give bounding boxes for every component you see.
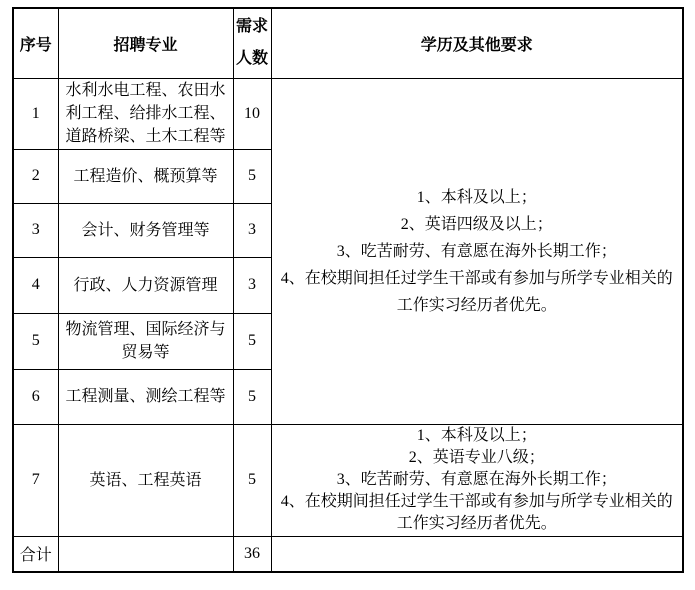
recruitment-table [12, 7, 684, 573]
header-count-line2: 人数 [235, 50, 268, 68]
row-no: 3 [13, 203, 58, 257]
requirement-line: 1、本科及以上； [416, 188, 537, 206]
table-total-row [13, 536, 683, 572]
row-no: 6 [13, 369, 58, 424]
row-count: 5 [233, 424, 271, 536]
requirement-line: 4、在校期间担任过学生干部或有参加与所学专业相关的工作实习经历者优先。 [280, 493, 673, 532]
row-no: 7 [13, 424, 58, 536]
row-major: 水利水电工程、农田水利工程、给排水工程、道路桥梁、土木工程等 [58, 78, 233, 149]
row-major: 会计、财务管理等 [58, 203, 233, 257]
total-count: 36 [233, 536, 271, 572]
header-requirements: 学历及其他要求 [271, 8, 683, 78]
header-major: 招聘专业 [58, 8, 233, 78]
total-major-empty [58, 536, 233, 572]
requirement-line: 3、吃苦耐劳、有意愿在海外长期工作； [336, 471, 617, 488]
row-major: 物流管理、国际经济与贸易等 [58, 313, 233, 369]
requirement-line: 1、本科及以上； [416, 427, 537, 444]
row-count: 3 [233, 257, 271, 313]
document-page [0, 7, 695, 590]
row-count: 5 [233, 369, 271, 424]
table-row-7 [13, 424, 683, 536]
row-major: 工程测量、测绘工程等 [58, 369, 233, 424]
row-count: 10 [233, 78, 271, 149]
requirements-row-7 [271, 424, 683, 536]
row-no: 1 [13, 78, 58, 149]
row-count: 5 [233, 149, 271, 203]
header-no: 序号 [13, 8, 58, 78]
table-header-row [13, 8, 683, 78]
requirements-rows-1-6 [271, 78, 683, 424]
total-label: 合计 [13, 536, 58, 572]
row-no: 2 [13, 149, 58, 203]
requirement-line: 2、英语四级及以上； [400, 215, 553, 233]
requirement-line: 2、英语专业八级； [408, 449, 545, 466]
row-no: 4 [13, 257, 58, 313]
header-count-line1: 需求 [235, 18, 268, 36]
row-count: 3 [233, 203, 271, 257]
requirement-line: 4、在校期间担任过学生干部或有参加与所学专业相关的工作实习经历者优先。 [280, 269, 673, 314]
header-count [233, 8, 271, 78]
row-major: 行政、人力资源管理 [58, 257, 233, 313]
table-row-1 [13, 78, 683, 149]
row-major: 工程造价、概预算等 [58, 149, 233, 203]
row-no: 5 [13, 313, 58, 369]
total-requirements-empty [271, 536, 683, 572]
requirement-line: 3、吃苦耐劳、有意愿在海外长期工作； [336, 242, 617, 260]
row-count: 5 [233, 313, 271, 369]
row-major: 英语、工程英语 [58, 424, 233, 536]
